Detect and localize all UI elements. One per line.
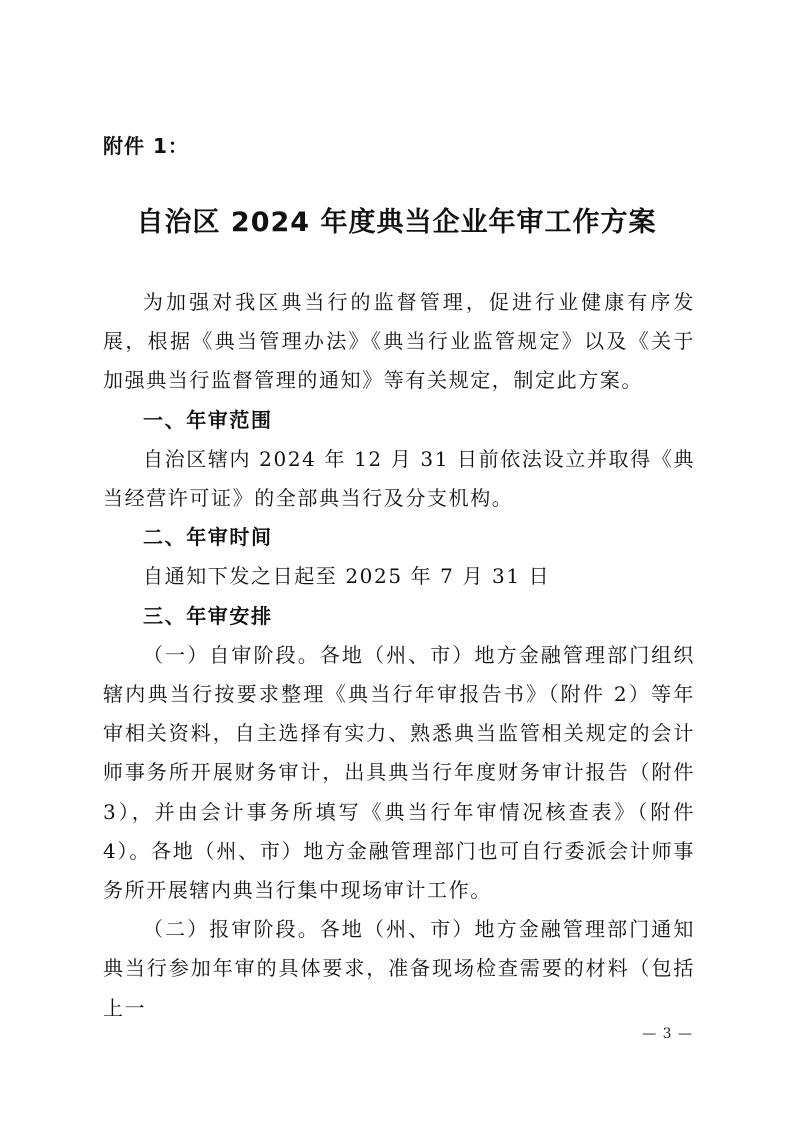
section-heading-time: 二、年审时间 <box>143 525 273 550</box>
section-paragraph-scope: 自治区辖内 2024 年 12 月 31 日前依法设立并取得《典当经营许可证》的全部典当行及分支机构。 <box>103 446 695 511</box>
section-paragraph-time: 自通知下发之日起至 2025 年 7 月 31 日 <box>143 564 551 589</box>
page-number: — 3 — <box>642 1026 693 1042</box>
intro-paragraph: 为加强对我区典当行的监督管理，促进行业健康有序发展，根据《典当管理办法》《典当行业监管规定》以及《关于加强典当行监督管理的通知》等有关规定，制定此方案。 <box>103 290 695 393</box>
section-paragraph-report-audit: （二）报审阶段。各地（州、市）地方金融管理部门通知典当行参加年审的具体要求，准备现场检查需要的材料（包括上一 <box>103 917 695 1020</box>
section-paragraph-self-audit: （一）自审阶段。各地（州、市）地方金融管理部门组织辖内典当行按要求整理《典当行年审报告书》（附件 2）等年审相关资料，自主选择有实力、熟悉典当监管相关规定的会计师事务所开展财务审计，出具典当行年度财务审计报告（附件 3），并由会计事务所填写《典当行年审情况核查表》（附件 4）。各地（州、市）地方金融管理部门也可自行委派会计师事务所开展辖内典当行集中现场审计工作。 <box>103 642 695 903</box>
section-heading-scope: 一、年审范围 <box>143 407 273 432</box>
attachment-label: 附件 1： <box>103 134 189 158</box>
document-title: 自治区 2024 年度典当企业年审工作方案 <box>136 207 657 238</box>
section-heading-arrangement: 三、年审安排 <box>143 603 273 628</box>
document-body <box>103 283 695 1028</box>
